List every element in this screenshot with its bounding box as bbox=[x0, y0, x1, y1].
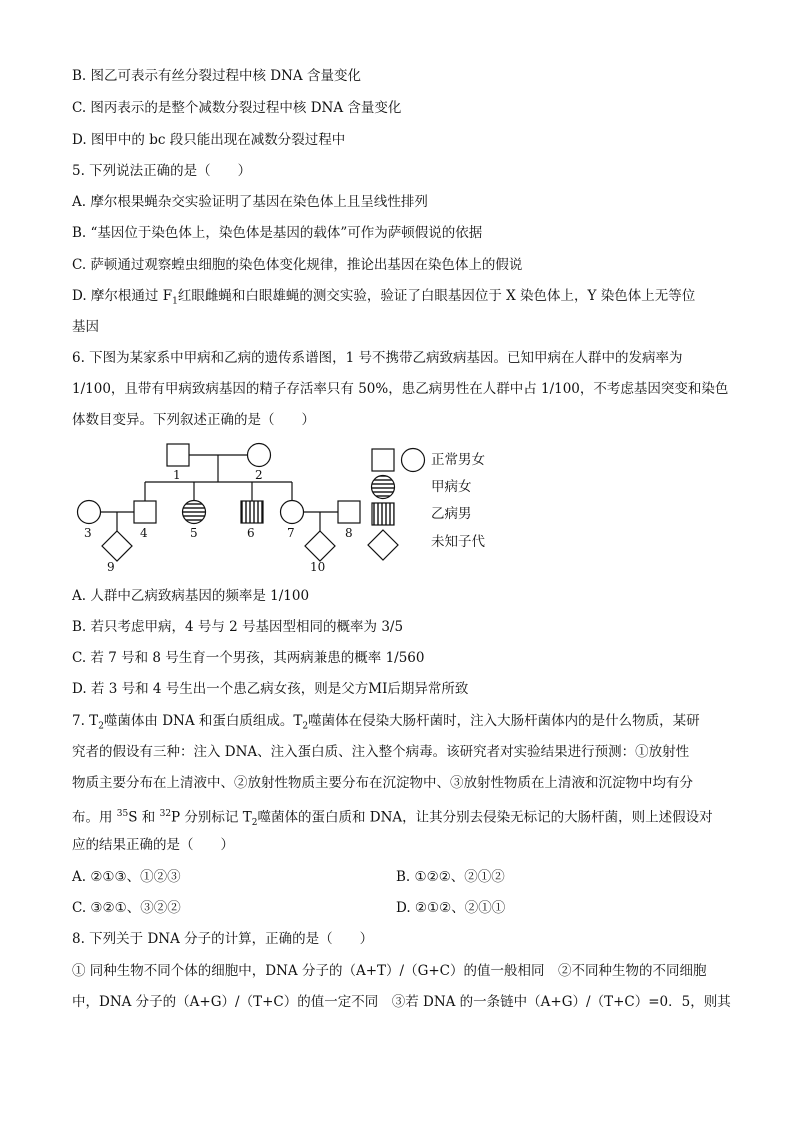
pedigree-label-5: 5 bbox=[190, 526, 198, 540]
legend-label-disease-b-male: 乙病男 bbox=[431, 506, 472, 522]
q7-option-a: A. ②①③、①②③ bbox=[72, 869, 181, 885]
q8-line-2: 中，DNA 分子的（A+G）/（T+C）的值一定不同 ③若 DNA 的一条链中（A+G）/（T+C）=0．5，则其 bbox=[72, 994, 731, 1010]
q4-option-b: B. 图乙可表示有丝分裂过程中核 DNA 含量变化 bbox=[72, 68, 361, 84]
legend-disease-a-female-icon bbox=[372, 476, 395, 499]
q6-option-a: A. 人群中乙病致病基因的频率是 1/100 bbox=[72, 588, 310, 604]
q5-option-d: D. 摩尔根通过 $F_1$红眼雌蝇和白眼雄蝇的测交实验，验证了白眼基因位于 X 染色体上，Y 染色体上无等位 bbox=[72, 288, 696, 307]
pedigree-individual-1 bbox=[167, 444, 189, 466]
pedigree-label-3: 3 bbox=[84, 526, 92, 540]
q7-option-d: D. ②①②、②①① bbox=[396, 900, 506, 916]
pedigree-label-1: 1 bbox=[173, 468, 181, 482]
q7-stem-1: 7. $T_2$噬菌体由 DNA 和蛋白质组成。$T_2$噬菌体在侵染大肠杆菌时，注入大肠杆菌体内的是什么物质，某研 bbox=[72, 713, 700, 732]
pedigree-label-9: 9 bbox=[107, 560, 115, 574]
q7-stem-2: 究者的假设有三种：注入 DNA、注入蛋白质、注入整个病毒。该研究者对实验结果进行预测：①放射性 bbox=[72, 744, 690, 760]
pedigree-individual-7 bbox=[281, 501, 304, 524]
pedigree-individual-8 bbox=[338, 501, 360, 523]
q8-line-1: ① 同种生物不同个体的细胞中，DNA 分子的（A+T）/（G+C）的值一般相同 ②不同种生物的不同细胞 bbox=[72, 963, 707, 979]
pedigree-individual-4 bbox=[134, 501, 156, 523]
q5-option-d-cont: 基因 bbox=[72, 319, 99, 335]
pedigree-individual-6 bbox=[241, 501, 263, 523]
pedigree-label-10: 10 bbox=[310, 560, 326, 574]
q6-stem-2: 1/100，且带有甲病致病基因的精子存活率只有 50%，患乙病男性在人群中占 1/100，不考虑基因突变和染色 bbox=[72, 381, 729, 397]
pedigree-individual-2 bbox=[248, 444, 271, 467]
q5-stem: 5. 下列说法正确的是（ ） bbox=[72, 163, 252, 179]
q6-option-d: D. 若 3 号和 4 号生出一个患乙病女孩，则是父方MⅠ后期异常所致 bbox=[72, 681, 469, 697]
q7-option-b: B. ①②②、②①② bbox=[396, 869, 505, 885]
pedigree-label-7: 7 bbox=[287, 526, 295, 540]
pedigree-individual-3 bbox=[78, 501, 101, 524]
q5-option-a: A. 摩尔根果蝇杂交实验证明了基因在染色体上且呈线性排列 bbox=[72, 194, 428, 210]
legend-unknown-offspring-icon bbox=[368, 530, 398, 560]
q7-stem-3: 物质主要分布在上清液中、②放射性物质主要分布在沉淀物中、③放射性物质在上清液和沉淀物中均有分 bbox=[72, 775, 693, 791]
legend-label-disease-a-female: 甲病女 bbox=[431, 479, 472, 495]
pedigree-individual-9 bbox=[102, 531, 132, 561]
q7-option-c: C. ③②①、③②② bbox=[72, 900, 181, 916]
legend-normal-female-icon bbox=[402, 449, 425, 472]
legend-normal-male-icon bbox=[372, 449, 394, 471]
pedigree-label-2: 2 bbox=[255, 468, 263, 482]
pedigree-individual-10 bbox=[305, 531, 335, 561]
legend-label-unknown: 未知子代 bbox=[431, 534, 485, 550]
pedigree-individual-5 bbox=[183, 501, 206, 524]
q6-option-c: C. 若 7 号和 8 号生育一个男孩，其两病兼患的概率 1/560 bbox=[72, 650, 425, 666]
legend-disease-b-male-icon bbox=[372, 503, 394, 525]
pedigree-chart bbox=[0, 430, 794, 580]
q6-stem-3: 体数目变异。下列叙述正确的是（ ） bbox=[72, 412, 315, 428]
q7-stem-4: 布。用 $^{35}$S 和 $^{32}$P 分别标记 $T_2$噬菌体的蛋白质和 DNA，让其分别去侵染无标记的大肠杆菌，则上述假设对 bbox=[72, 809, 713, 829]
q4-option-d: D. 图甲中的 bc 段只能出现在减数分裂过程中 bbox=[72, 132, 346, 148]
pedigree-label-8: 8 bbox=[345, 526, 353, 540]
q4-option-c: C. 图丙表示的是整个减数分裂过程中核 DNA 含量变化 bbox=[72, 100, 402, 116]
q5-option-b: B. “基因位于染色体上，染色体是基因的载体”可作为萨顿假说的依据 bbox=[72, 225, 483, 241]
q8-stem: 8. 下列关于 DNA 分子的计算，正确的是（ ） bbox=[72, 931, 374, 947]
q5-option-c: C. 萨顿通过观察蝗虫细胞的染色体变化规律，推论出基因在染色体上的假说 bbox=[72, 257, 523, 273]
pedigree-label-6: 6 bbox=[247, 526, 255, 540]
legend-label-normal: 正常男女 bbox=[431, 452, 485, 468]
pedigree-label-4: 4 bbox=[140, 526, 148, 540]
q7-stem-5: 应的结果正确的是（ ） bbox=[72, 837, 234, 853]
q6-option-b: B. 若只考虑甲病，4 号与 2 号基因型相同的概率为 3/5 bbox=[72, 619, 404, 635]
q6-stem-1: 6. 下图为某家系中甲病和乙病的遗传系谱图，1 号不携带乙病致病基因。已知甲病在人群中的发病率为 bbox=[72, 350, 683, 366]
